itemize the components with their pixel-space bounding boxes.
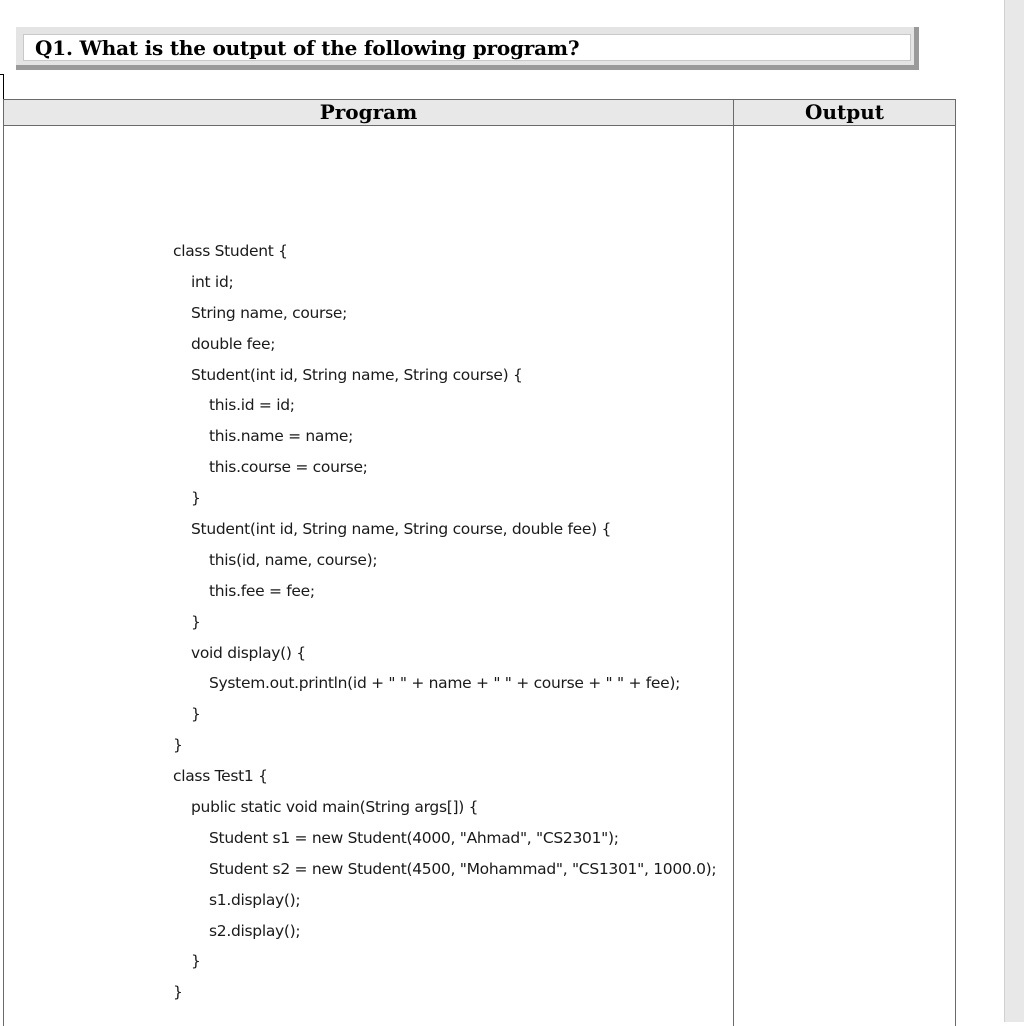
question-box [16, 27, 919, 70]
output-cell[interactable] [734, 126, 956, 1026]
code-line: } [173, 946, 716, 977]
code-line: Student s1 = new Student(4000, "Ahmad", "CS2301"); [173, 823, 716, 854]
table-body-row [4, 126, 956, 1026]
code-line: String name, course; [173, 298, 716, 329]
code-listing [173, 236, 716, 1008]
code-line: Student(int id, String name, String course, double fee) { [173, 514, 716, 545]
question-text: Q1. What is the output of the following program? [35, 36, 579, 60]
output-column-header: Output [734, 100, 956, 126]
vertical-scrollbar[interactable] [1004, 0, 1024, 1022]
code-line: } [173, 699, 716, 730]
table-header-row [4, 100, 956, 126]
code-line: int id; [173, 267, 716, 298]
code-line: double fee; [173, 329, 716, 360]
code-line: void display() { [173, 638, 716, 669]
code-line: this.name = name; [173, 421, 716, 452]
code-line: s2.display(); [173, 916, 716, 947]
table-corner-marker [0, 74, 4, 100]
code-line: } [173, 730, 716, 761]
code-line: this.id = id; [173, 390, 716, 421]
code-line: class Test1 { [173, 761, 716, 792]
code-line: } [173, 607, 716, 638]
code-line: public static void main(String args[]) { [173, 792, 716, 823]
program-column-header: Program [4, 100, 734, 126]
code-line: Student(int id, String name, String course) { [173, 360, 716, 391]
code-line: Student s2 = new Student(4500, "Mohammad", "CS1301", 1000.0); [173, 854, 716, 885]
code-line: class Student { [173, 236, 716, 267]
code-line: this.course = course; [173, 452, 716, 483]
code-line: } [173, 483, 716, 514]
code-line: } [173, 977, 716, 1008]
program-cell [4, 126, 734, 1026]
code-line: System.out.println(id + " " + name + " " + course + " " + fee); [173, 668, 716, 699]
code-line: this(id, name, course); [173, 545, 716, 576]
code-line: s1.display(); [173, 885, 716, 916]
question-inner-field [23, 34, 911, 61]
program-output-table [3, 99, 956, 1026]
code-line: this.fee = fee; [173, 576, 716, 607]
